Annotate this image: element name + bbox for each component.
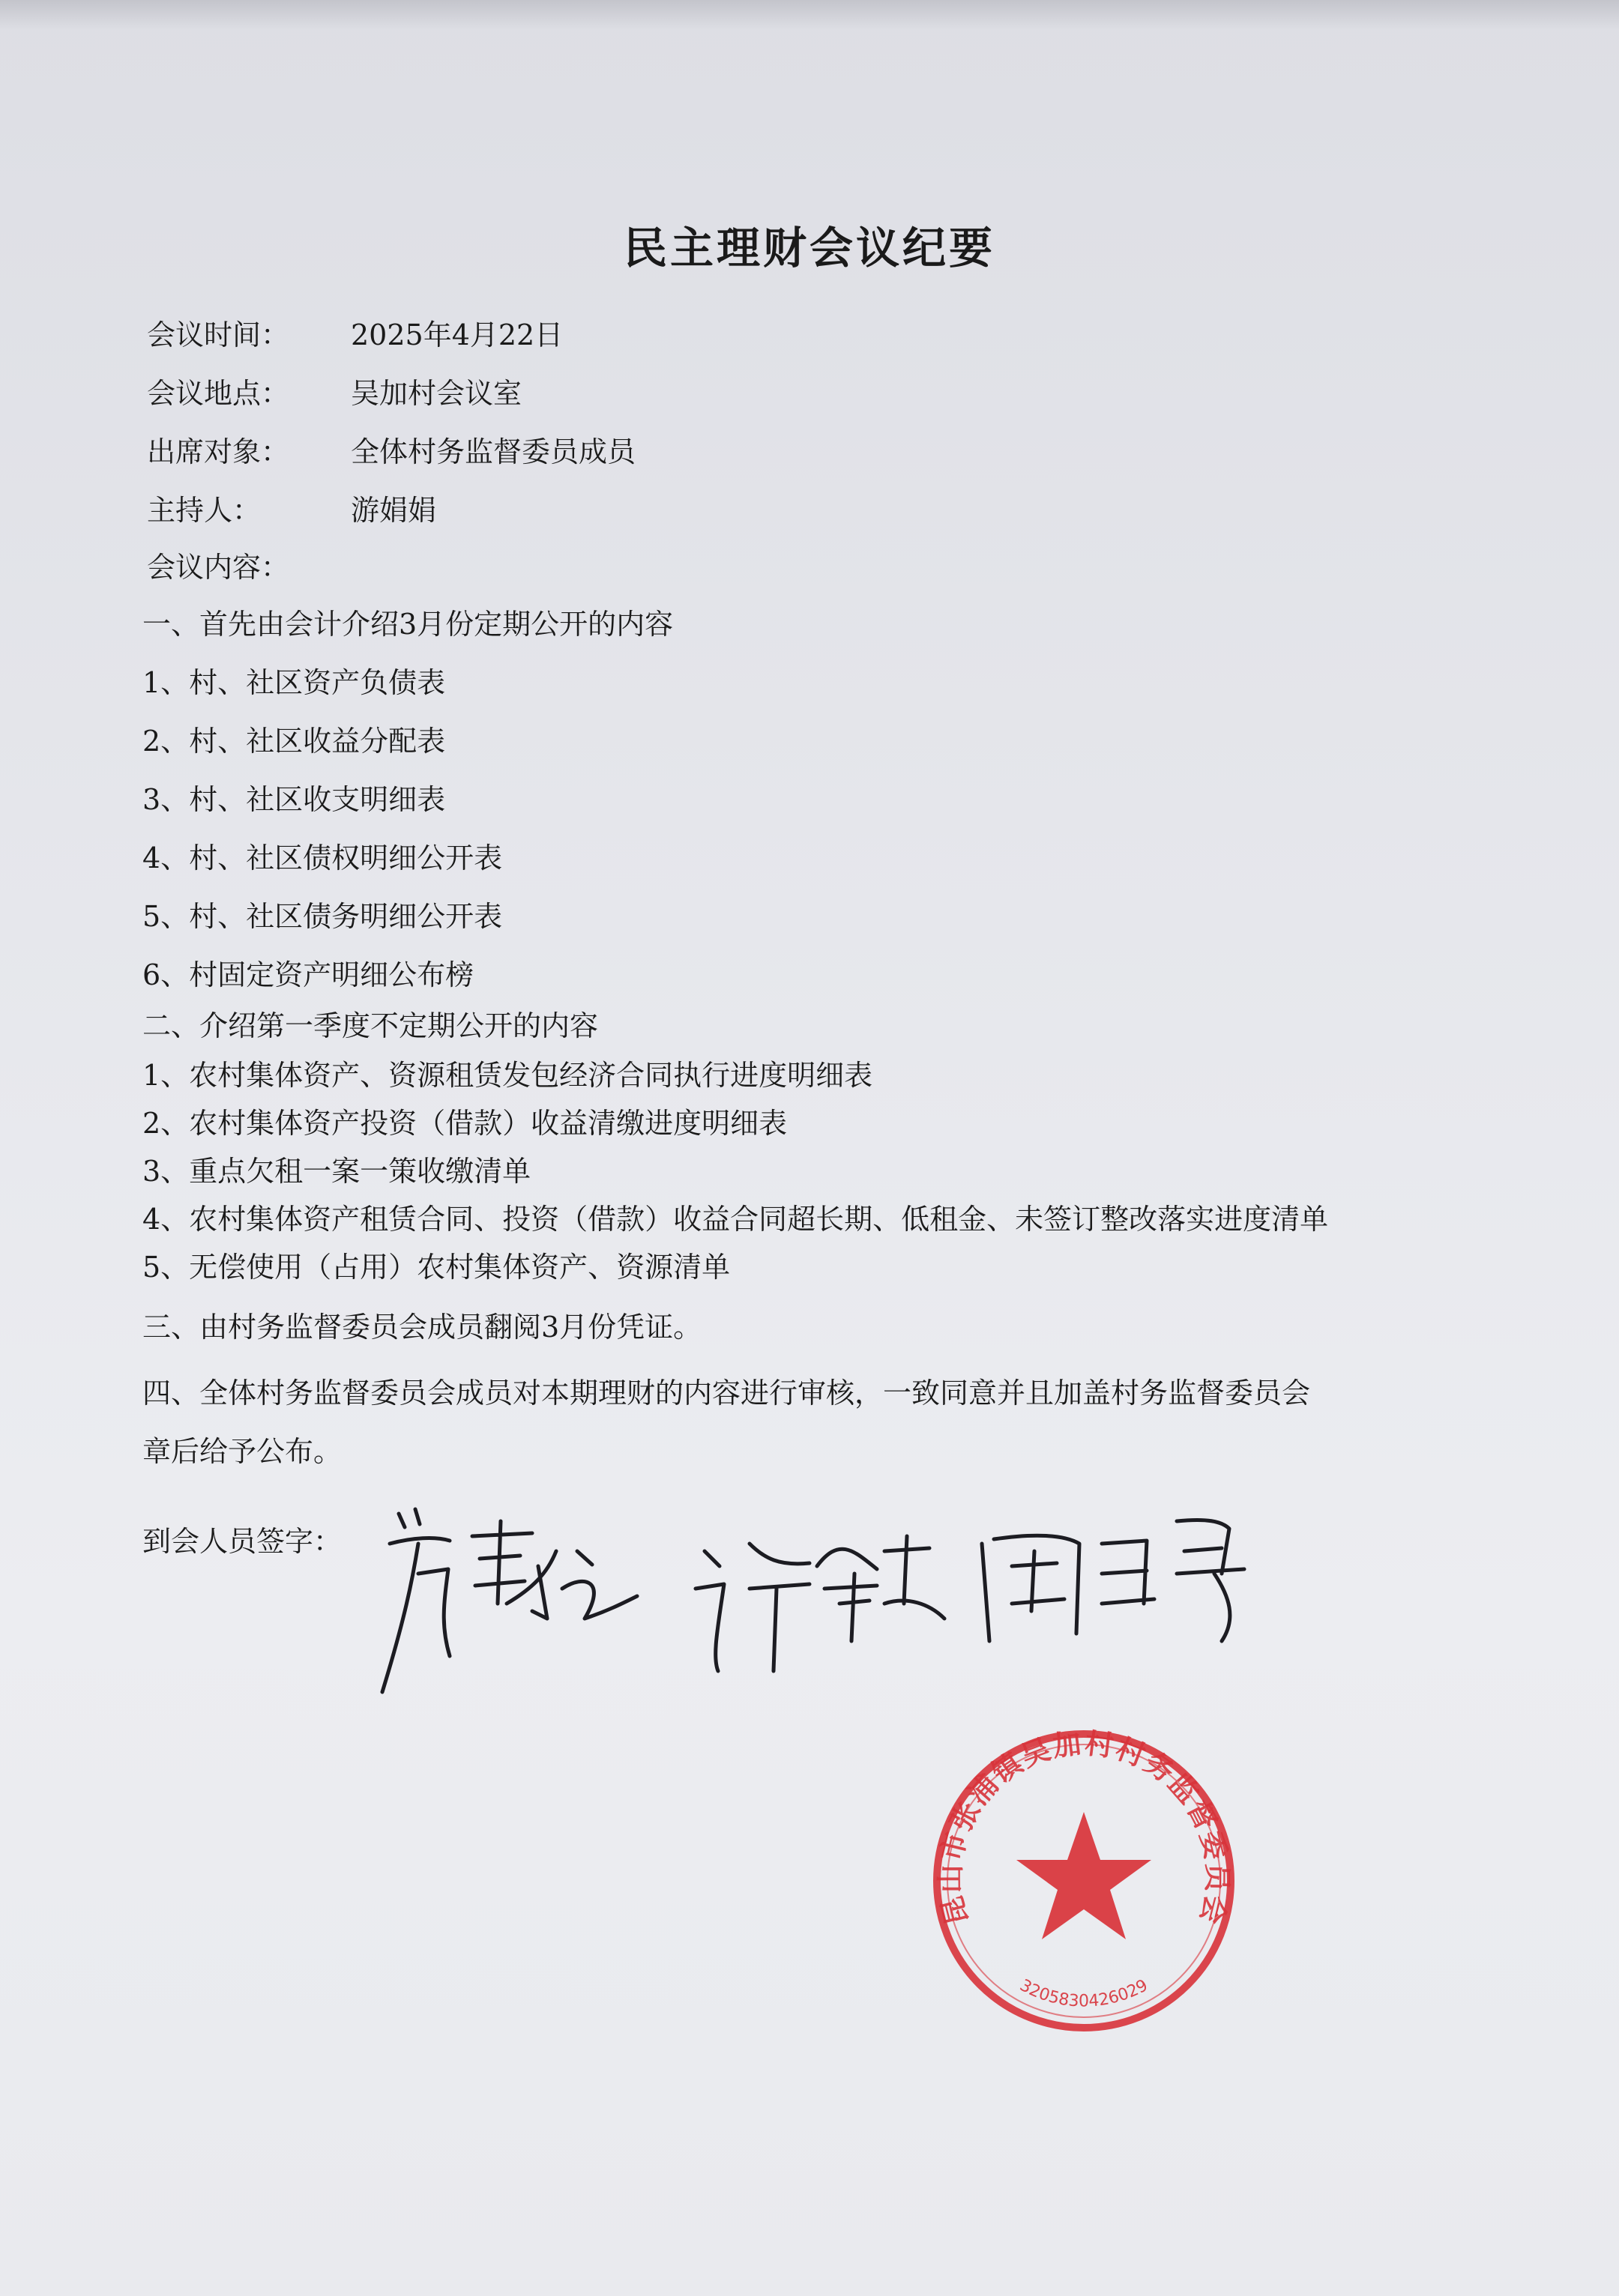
field-value: 游娟娟	[351, 494, 437, 527]
content-line: 2、村、社区收益分配表	[142, 725, 446, 758]
field-meeting-time	[147, 316, 563, 354]
signature-label: 到会人员签字：	[142, 1525, 343, 1558]
content-line: 6、村固定资产明细公布榜	[142, 958, 474, 991]
content-line: 4、村、社区债权明细公开表	[142, 842, 503, 874]
field-value: 吴加村会议室	[351, 377, 522, 410]
content-line: 四、全体村务监督委员会成员对本期理财的内容进行审核，一致同意并且加盖村务监督委员会	[142, 1377, 1311, 1410]
content-line: 二、介绍第一季度不定期公开的内容	[142, 1009, 599, 1042]
star-icon	[1016, 1812, 1151, 1939]
svg-text:3205830426029	[1016, 1976, 1151, 2010]
content-line: 3、村、社区收支明细表	[142, 783, 446, 816]
content-line: 1、村、社区资产负债表	[142, 666, 446, 699]
field-label: 会议地点：	[147, 377, 290, 410]
field-attendees	[147, 433, 636, 471]
handwritten-signatures	[360, 1491, 1259, 1716]
content-line: 1、农村集体资产、资源租赁发包经济合同执行进度明细表	[142, 1059, 873, 1092]
field-label: 主持人：	[147, 494, 262, 527]
signature-2	[696, 1536, 944, 1671]
field-value: 2025年4月22日	[351, 318, 564, 351]
content-line: 2、农村集体资产投资（借款）收益清缴进度明细表	[142, 1107, 788, 1140]
content-line: 5、村、社区债务明细公开表	[142, 900, 503, 933]
signature-1	[382, 1509, 637, 1692]
content-line: 章后给予公布。	[142, 1435, 343, 1468]
content-line: 5、无偿使用（占用）农村集体资产、资源清单	[142, 1251, 731, 1284]
signature-3	[982, 1520, 1244, 1641]
content-heading: 会议内容：	[147, 551, 290, 584]
content-line: 三、由村务监督委员会成员翻阅3月份凭证。	[142, 1311, 702, 1344]
content-line: 4、农村集体资产租赁合同、投资（借款）收益合同超长期、低租金、未签订整改落实进度清单	[142, 1203, 1329, 1236]
top-shadow	[0, 0, 1619, 30]
seal-text: 昆山市张浦镇吴加村村务监督委员会	[933, 1726, 1234, 1929]
field-meeting-location	[147, 375, 522, 412]
official-seal	[926, 1723, 1241, 2038]
seal-code: 3205830426029	[1016, 1976, 1151, 2011]
field-label: 会议时间：	[147, 318, 290, 351]
document-title: 民主理财会议纪要	[623, 223, 995, 274]
field-label: 出席对象：	[147, 435, 290, 468]
field-value: 全体村务监督委员成员	[351, 435, 636, 468]
field-host	[147, 492, 436, 529]
content-line: 一、首先由会计介绍3月份定期公开的内容	[142, 608, 674, 641]
content-line: 3、重点欠租一案一策收缴清单	[142, 1155, 531, 1188]
